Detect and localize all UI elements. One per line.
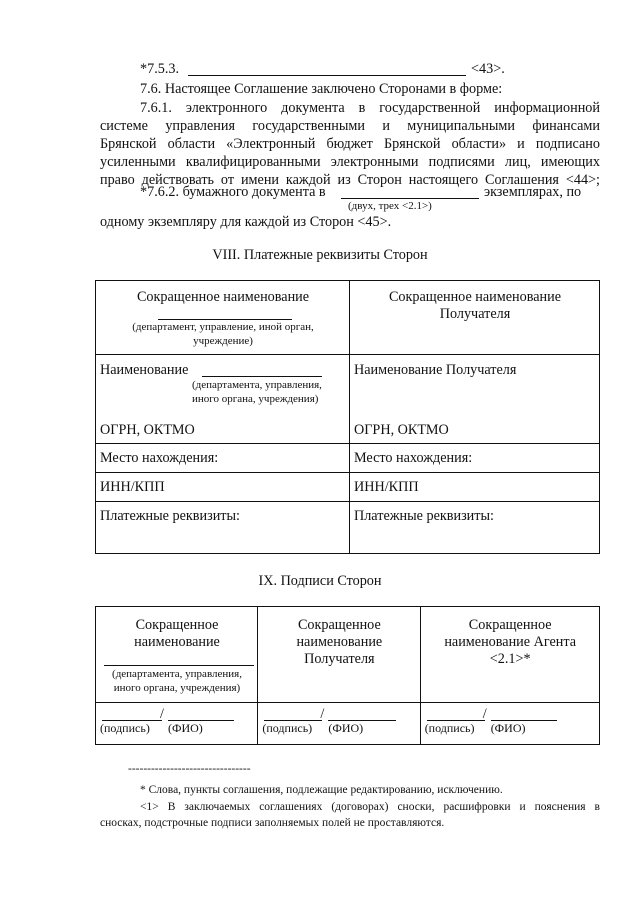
sig-payer-fio-label: (ФИО) — [168, 721, 203, 735]
sig-header-payer-line2: наименование — [134, 634, 220, 650]
payer-bank-cell — [96, 502, 350, 554]
clause-7-6-1-line2: системе управления государственными и муниципальными финансами — [100, 118, 600, 134]
sig-header-agent — [420, 607, 599, 703]
recipient-inn-label: ИНН/КПП — [353, 479, 419, 495]
sig-header-agent-line3: <2.1>* — [489, 651, 531, 667]
clause-7-6-1-line5: право действовать от имени каждой из Сторон настоящего Соглашения <44>; — [100, 172, 600, 188]
sig-payer-slash: / — [160, 706, 164, 722]
clause-7-6-2-start: *7.6.2. бумажного документа в — [140, 184, 326, 200]
clause-7-5-3-blank — [188, 75, 466, 76]
payer-name-hint-line2: иного органа, учреждения) — [192, 393, 319, 405]
recipient-name-cell — [349, 355, 599, 444]
payer-header-cell — [96, 281, 350, 355]
sig-header-payer-hint1: (департамента, управления, — [112, 668, 242, 680]
sig-header-payer-blank — [104, 665, 254, 666]
recipient-ogrn-oktmo: ОГРН, ОКТМО — [353, 422, 449, 438]
sig-payer-sign-label: (подпись) — [100, 721, 150, 735]
payer-location-label: Место нахождения: — [100, 450, 219, 466]
payer-header-hint-line2: учреждение) — [193, 335, 253, 347]
payer-ogrn-oktmo: ОГРН, ОКТМО — [100, 422, 195, 438]
payer-name-blank — [202, 376, 322, 377]
sig-agent-sign-label: (подпись) — [424, 721, 475, 735]
sig-recipient-slash: / — [320, 706, 325, 722]
recipient-location-label: Место нахождения: — [353, 450, 473, 466]
payer-inn-label: ИНН/КПП — [100, 479, 165, 495]
clause-7-6-2-end: экземплярах, по — [484, 184, 582, 200]
sig-header-recipient-line3: Получателя — [304, 651, 375, 667]
footnote-1-line2: сносках, подстрочные подписи заполняемых полей не проставляются. — [100, 817, 445, 829]
clause-7-6-2-continued: одному экземпляру для каждой из Сторон <45>. — [100, 214, 392, 230]
clause-7-6-2-hint: (двух, трех <2.1>) — [348, 200, 432, 212]
section-8-title: VIII. Платежные реквизиты Сторон — [212, 247, 428, 263]
footnote-asterisk: * Слова, пункты соглашения, подлежащие редактированию, исключению. — [140, 784, 503, 796]
recipient-inn-cell — [349, 473, 599, 502]
clause-7-6-1-line1: 7.6.1. электронного документа в государственной информационной — [140, 100, 600, 116]
sig-recipient-fio-label: (ФИО) — [328, 721, 364, 735]
recipient-header-line1: Сокращенное наименование — [388, 289, 562, 305]
signatures-table — [95, 606, 600, 745]
payer-inn-cell — [96, 473, 350, 502]
payer-name-label: Наименование — [100, 362, 189, 378]
recipient-bank-label: Платежные реквизиты: — [353, 508, 494, 524]
clause-7-5-3-number: *7.5.3. — [140, 61, 180, 77]
sig-header-agent-line2: наименование Агента — [444, 634, 577, 650]
payer-header-hint-line1: (департамент, управление, иной орган, — [132, 321, 314, 333]
clause-7-6-2-blank — [341, 198, 479, 199]
sig-agent-slash: / — [482, 706, 487, 722]
recipient-name-label: Наименование Получателя — [353, 362, 517, 378]
clause-7-6: 7.6. Настоящее Соглашение заключено Сторонами в форме: — [140, 81, 503, 97]
footnote-1-line1: <1> В заключаемых соглашениях (договорах) сноски, расшифровки и пояснения в — [140, 801, 600, 813]
sig-header-payer — [96, 607, 258, 703]
sig-header-agent-line1: Сокращенное — [468, 617, 552, 633]
sig-agent-cell — [420, 703, 599, 745]
sig-header-recipient-line2: наименование — [296, 634, 383, 650]
clause-7-6-1-line3: Брянской области «Электронный бюджет Брянской области» и подписано — [100, 136, 600, 152]
payer-name-cell — [96, 355, 350, 444]
sig-recipient-cell — [258, 703, 420, 745]
recipient-location-cell — [349, 444, 599, 473]
recipient-header-cell — [349, 281, 599, 355]
payer-header-label: Сокращенное наименование — [136, 289, 310, 305]
footnote-separator: -------------------------------- — [128, 763, 251, 775]
recipient-bank-cell — [349, 502, 599, 554]
payer-bank-label: Платежные реквизиты: — [100, 508, 240, 524]
payer-header-blank — [158, 319, 292, 320]
payer-name-hint-line1: (департамента, управления, — [192, 379, 322, 391]
sig-header-recipient — [258, 607, 420, 703]
sig-header-payer-line1: Сокращенное — [135, 617, 219, 633]
clause-7-6-1-line4: усиленными квалифицированными электронными подписями лиц, имеющих — [100, 154, 600, 170]
sig-recipient-sign-label: (подпись) — [262, 721, 313, 735]
sig-payer-cell — [96, 703, 258, 745]
sig-header-recipient-line1: Сокращенное — [297, 617, 381, 633]
sig-header-payer-hint2: иного органа, учреждения) — [113, 682, 241, 694]
clause-7-5-3-ref: <43>. — [471, 61, 505, 77]
section-9-title: IX. Подписи Сторон — [258, 573, 382, 589]
payer-location-cell — [96, 444, 350, 473]
recipient-header-line2: Получателя — [439, 306, 511, 322]
sig-agent-fio-label: (ФИО) — [490, 721, 526, 735]
payment-details-table — [95, 280, 600, 554]
